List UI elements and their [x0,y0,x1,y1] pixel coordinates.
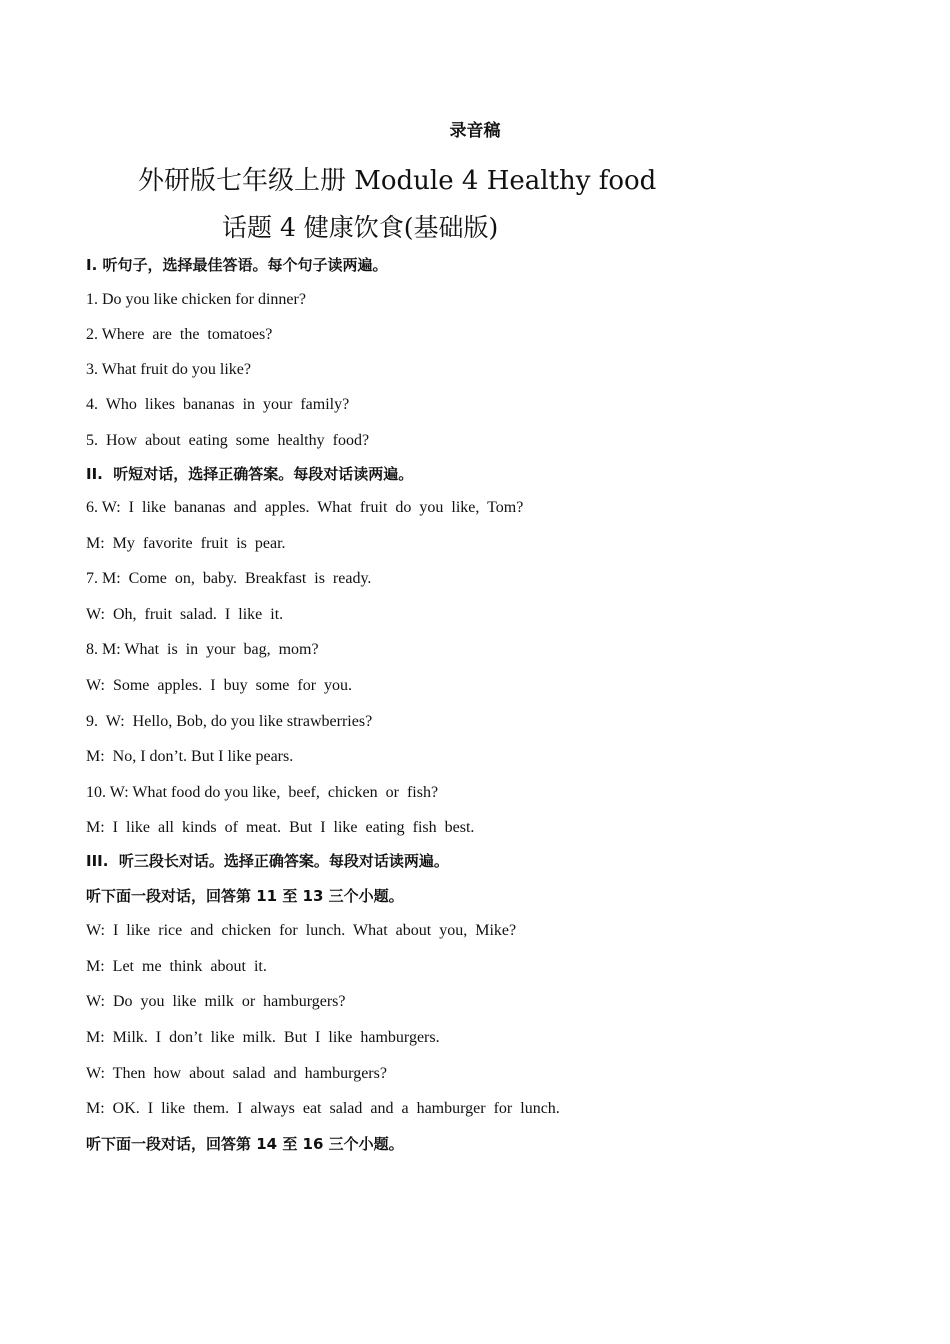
section-1-heading: Ⅰ. 听句子，选择最佳答语。每个句子读两遍。 [86,256,388,274]
document-subtitle: 话题 4 健康饮食(基础版) [222,213,499,242]
section-2-line: M: I like all kinds of meat. But I like eating fish best. [86,819,475,836]
section-1-line: 5. How about eating some healthy food? [86,432,370,449]
section-1-line: 3. What fruit do you like? [86,361,251,378]
section-3-line: W: I like rice and chicken for lunch. What about you, Mike? [86,922,517,939]
section-2-line: 7. M: Come on, baby. Breakfast is ready. [86,570,372,587]
section-2-line: 10. W: What food do you like, beef, chicken or fish? [86,784,439,801]
section-2-line: M: No, I don’t. But I like pears. [86,748,294,765]
section-2-line: W: Some apples. I buy some for you. [86,677,353,694]
section-2-line: 6. W: I like bananas and apples. What fruit do you like, Tom? [86,499,524,516]
document-label: 录音稿 [449,121,501,141]
section-3-line: M: Milk. I don’t like milk. But I like hamburgers. [86,1029,440,1046]
section-2-line: M: My favorite fruit is pear. [86,535,286,552]
section-3-heading: III. 听三段长对话。选择正确答案。每段对话读两遍。 [86,852,449,870]
section-1-line: 2. Where are the tomatoes? [86,326,273,343]
section-3-line: M: OK. I like them. I always eat salad and a hamburger for lunch. [86,1100,560,1117]
section-3-line: W: Then how about salad and hamburgers? [86,1065,387,1082]
section-2-line: 8. M: What is in your bag, mom? [86,641,319,658]
section-1-line: 4. Who likes bananas in your family? [86,396,350,413]
section-2-line: 9. W: Hello, Bob, do you like strawberries? [86,713,373,730]
section-3-line: W: Do you like milk or hamburgers? [86,993,346,1010]
section-3-subheading: 听下面一段对话，回答第 14 至 16 三个小题。 [86,1135,404,1153]
section-3-subheading: 听下面一段对话，回答第 11 至 13 三个小题。 [86,887,404,905]
section-1-line: 1. Do you like chicken for dinner? [86,291,306,308]
section-2-heading: II. 听短对话，选择正确答案。每段对话读两遍。 [86,465,414,483]
document-title: 外研版七年级上册 Module 4 Healthy food [138,166,657,196]
section-3-line: M: Let me think about it. [86,958,267,975]
section-2-line: W: Oh, fruit salad. I like it. [86,606,284,623]
